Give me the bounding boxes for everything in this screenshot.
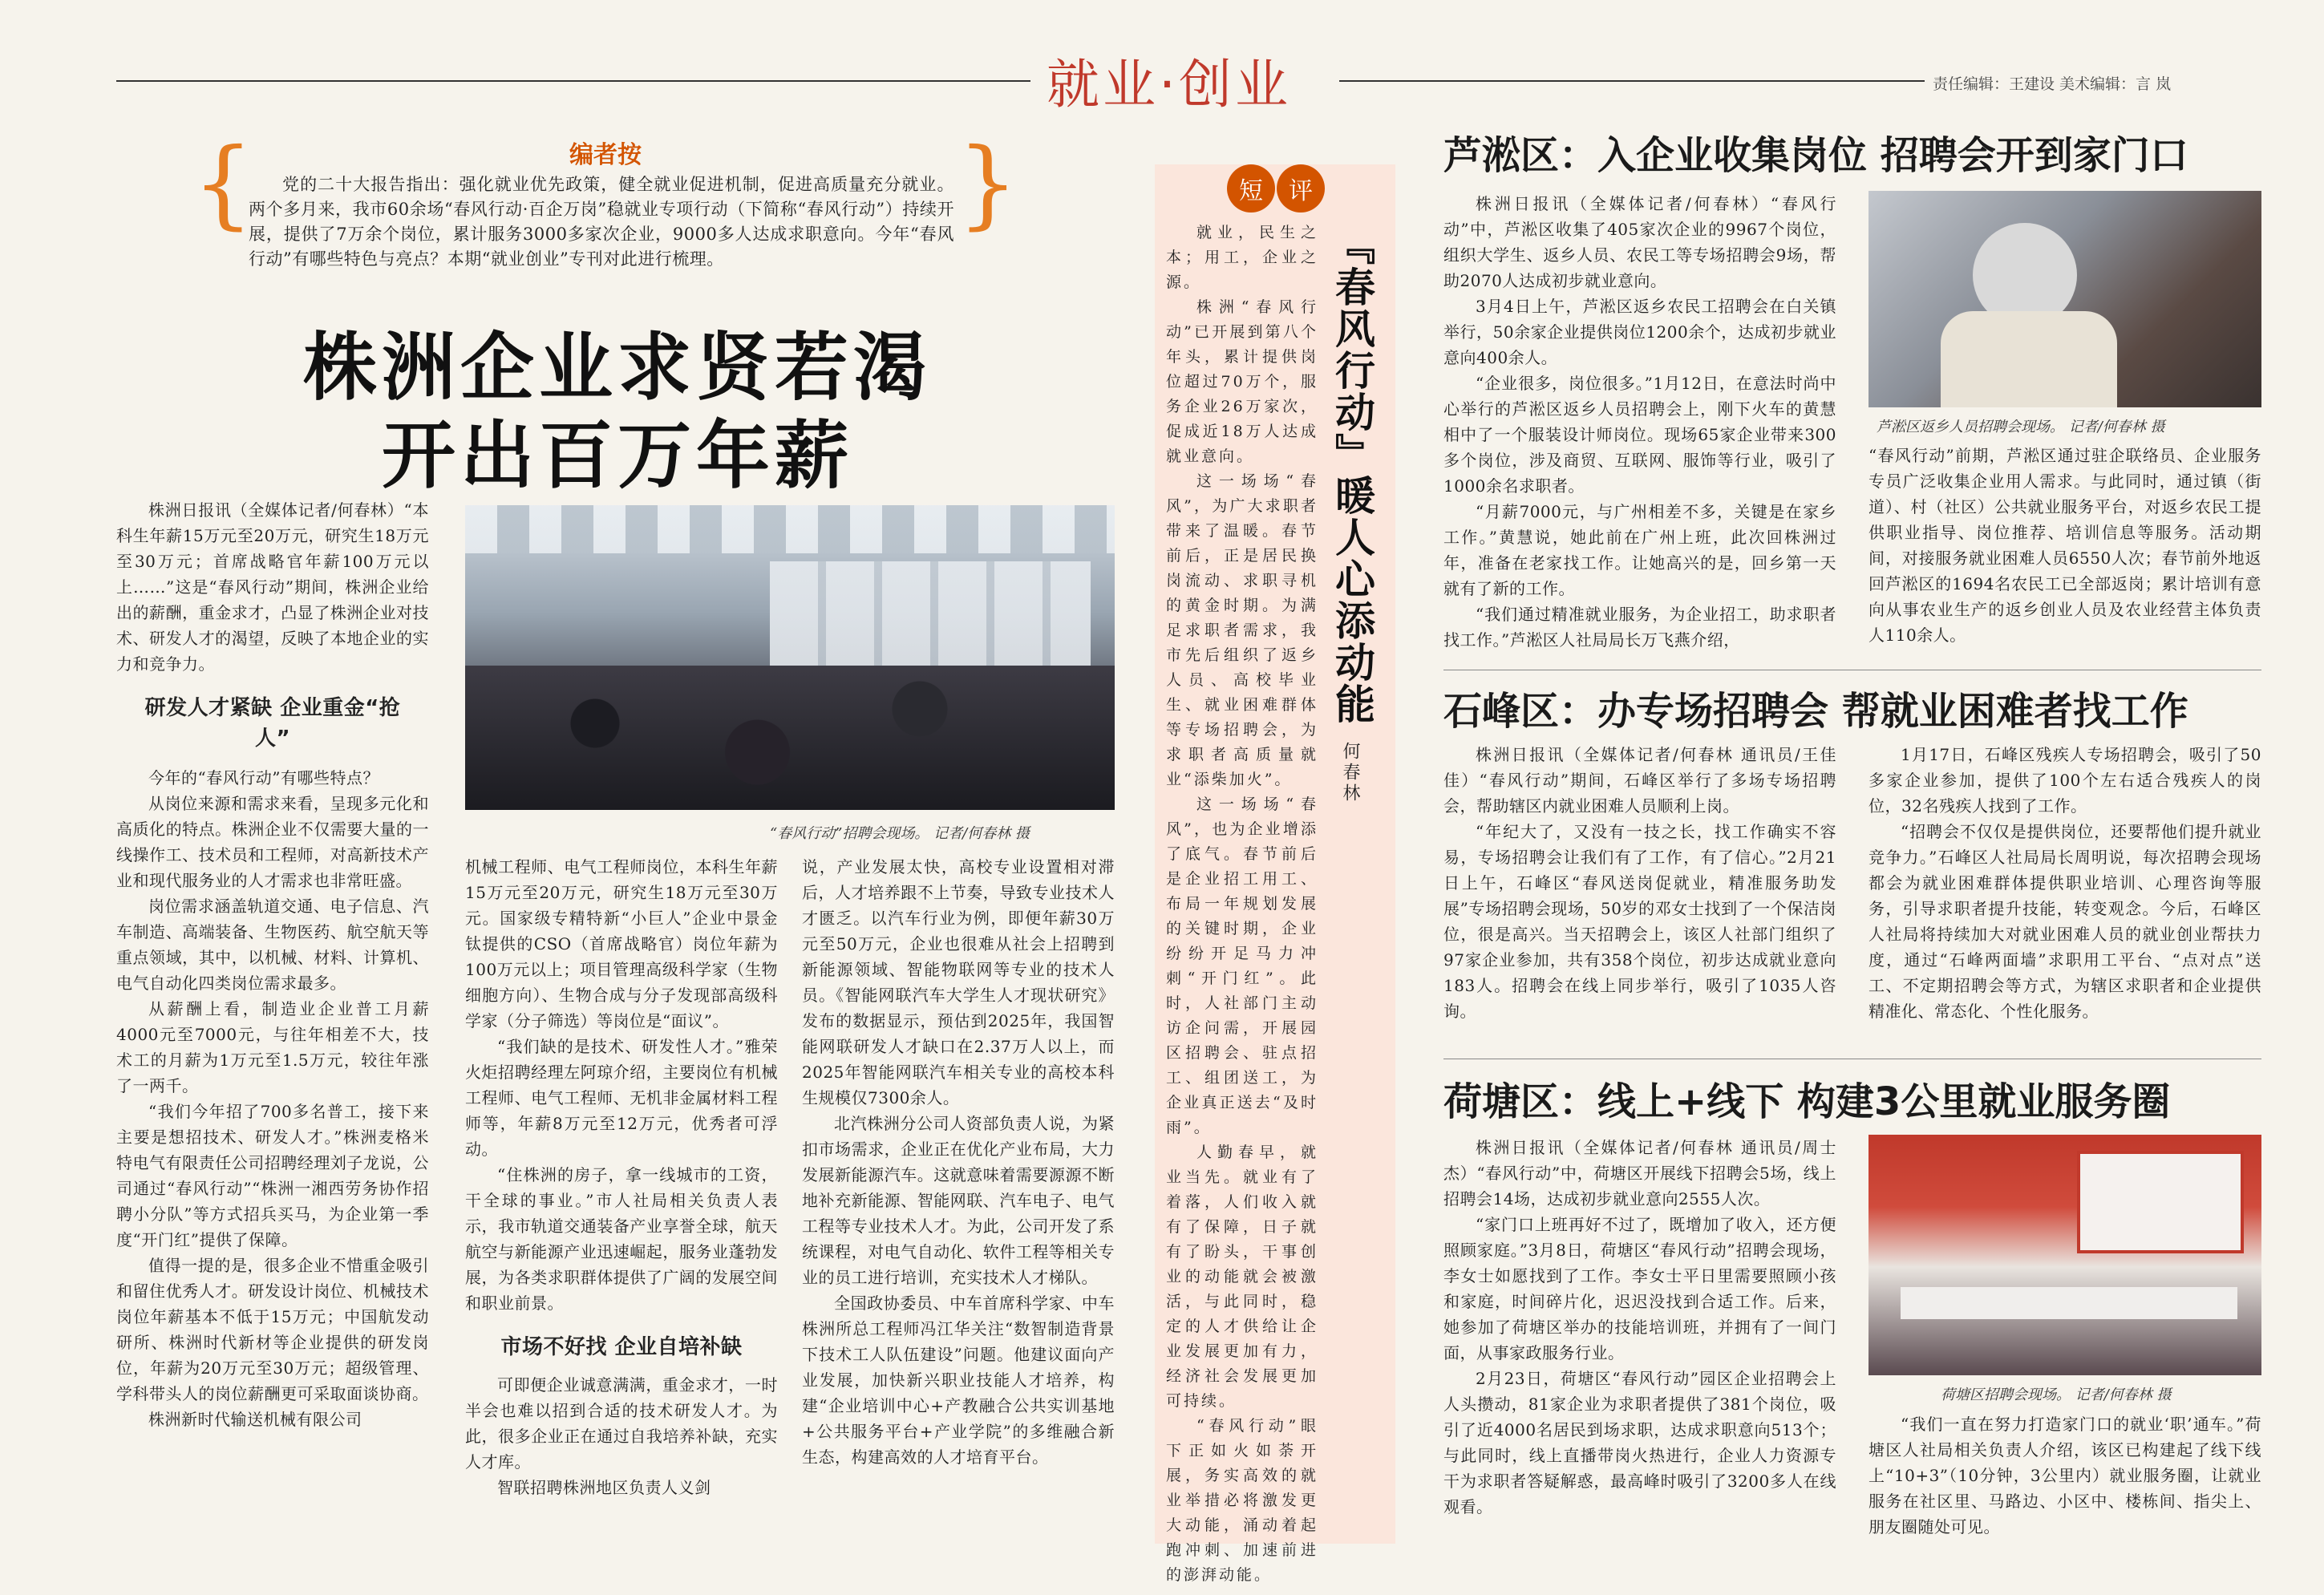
col1-p4: 从薪酬上看，制造业企业普工月薪4000元至7000元，与往年相差不大，技术工的月薪为1万元至1.5万元，较往年涨了一两千。 bbox=[116, 999, 429, 1095]
col3-p2: 北汽株洲分公司人资部负责人说，为紧扣市场需求，企业正在优化产业布局，大力发展新能源汽车。这就意味着需要源源不断地补充新能源、智能网联、汽车电子、电气工程等专业技术人才。为此，公司开发了系统课程，对电气自动化、软件工程等相关专业的员工进行培训，充实技术人才梯队。 bbox=[802, 1114, 1115, 1287]
comment-p5: 人勤春早，就业当先。就业有了着落，人们收入就有了保障，日子就有了盼头，干事创业的动能就会被激活，与此同时，稳定的人才供给让企业发展更加有力，经济社会发展更加可持续。 bbox=[1166, 1144, 1318, 1410]
comment-p3: 这一场场“春风”，为广大求职者带来了温暖。春节前后，正是居民换岗流动、求职寻机的黄金时期。为满足求职者需求，我市先后组织了返乡人员、高校毕业生、就业困难群体等专场招聘会，为求职者高质量就业“添柴加火”。 bbox=[1166, 472, 1318, 788]
hetang-p1: “家门口上班再好不过了，既增加了收入，还方便照顾家庭。”3月8日，荷塘区“春风行动”招聘会现场，李女士如愿找到了工作。李女士平日里需要照顾小孩和家庭，时间碎片化，迟迟没找到合适工作。后来，她参加了荷塘区举办的技能培训班，并拥有了一间门面，从事家政服务行业。 bbox=[1443, 1215, 1836, 1362]
lusong-p2: “企业很多，岗位很多。”1月12日，在意法时尚中心举行的芦淞区返乡人员招聘会上，刚下火车的黄慧相中了一个服装设计师岗位。现场65家企业带来300多个岗位，涉及商贸、互联网、服饰等行业，吸引了1000余名求职者。 bbox=[1443, 374, 1836, 496]
editors-credit: 责任编辑：王建设 美术编辑：言 岚 bbox=[1933, 75, 2172, 93]
hetang-col-right bbox=[1869, 1411, 2261, 1540]
main-photo-caption: “春风行动”招聘会现场。 记者/何春林 摄 bbox=[770, 825, 1030, 842]
photo-ceiling-lights bbox=[465, 505, 1115, 553]
right-brace-icon: } bbox=[957, 128, 1018, 240]
comment-p6: “春风行动”眼下正如火如荼开展，务实高效的就业举措必将激发更大动能，涌动着起跑冲刺、加速前进的澎湃动能。 bbox=[1166, 1417, 1318, 1584]
hetang-lead: 株洲日报讯（全媒体记者/何春林 通讯员/周士杰）“春风行动”中，荷塘区开展线下招聘会5场，线上招聘会14场，达成初步就业意向2555人次。 bbox=[1443, 1138, 1836, 1208]
col2-p4: 可即便企业诚意满满，重金求才，一时半会也难以招到合适的技术研发人才。为此，很多企业正在通过自我培养补缺，充实人才库。 bbox=[465, 1375, 778, 1472]
lusong-photo-caption: 芦淞区返乡人员招聘会现场。 记者/何春林 摄 bbox=[1877, 419, 2165, 435]
shifeng-lead: 株洲日报讯（全媒体记者/何春林 通讯员/王佳佳）“春风行动”期间，石峰区举行了多场专场招聘会，帮助辖区内就业困难人员顺利上岗。 bbox=[1443, 745, 1836, 816]
commentary-badge-1: 短 bbox=[1227, 164, 1275, 213]
lusong-lead: 株洲日报讯（全媒体记者/何春林）“春风行动”中，芦淞区收集了405家次企业的9967个岗位，组织大学生、返乡人员、农民工等专场招聘会9场，帮助2070人达成初步就业意向。 bbox=[1443, 194, 1836, 290]
left-brace-icon: { bbox=[192, 128, 254, 240]
editor-note bbox=[192, 128, 1018, 281]
col2-p3: “住株洲的房子，拿一线城市的工资，干全球的事业。”市人社局相关负责人表示，我市轨道交通装备产业享誉全球，航天航空与新能源产业迅速崛起，服务业蓬勃发展，为各类求职群体提供了广阔的发展空间和职业前景。 bbox=[465, 1165, 778, 1313]
main-col2 bbox=[465, 854, 778, 1500]
main-headline-line2: 开出百万年薪 bbox=[381, 413, 853, 499]
main-col3 bbox=[802, 854, 1115, 1470]
lusong-p4: “我们通过精准就业服务，为企业招工，助求职者找工作。”芦淞区人社局局长万飞燕介绍， bbox=[1443, 605, 1836, 650]
comment-p1: 就业，民生之本；用工，企业之源。 bbox=[1166, 224, 1318, 291]
col1-p5: “我们今年招了700多名普工，接下来主要是想招技术、研发人才。”株洲麦格米特电气有限责任公司招聘经理刘子龙说，公司通过“春风行动”“株洲一湘西劳务协作招聘小分队”等方式招兵买马，为企业第一季度“开门红”提供了保障。 bbox=[116, 1102, 429, 1249]
col3-p3: 全国政协委员、中车首席科学家、中车株洲所总工程师冯江华关注“数智制造背景下技术工人队伍建设”问题。他建议面向产业发展，加快新兴职业技能人才培养，构建“企业培训中心+产教融合公共实训基地+公共服务平台+产业学院”的多维融合新生态，构建高效的人才培育平台。 bbox=[802, 1293, 1115, 1467]
col1-p7: 株洲新时代输送机械有限公司 bbox=[148, 1410, 362, 1429]
shifeng-p3: “招聘会不仅仅是提供岗位，还要帮他们提升就业竞争力。”石峰区人社局局长周明说，每次招聘会现场都会为就业困难群体提供职业培训、心理咨询等服务，引导求职者提升技能，转变观念。今后，石峰区人社局将持续加大对就业困难人员的就业创业帮扶力度，通过“石峰两面墙”求职用工平台、“点对点”送工、不定期招聘会等方式，为辖区求职者和企业提供精准化、常态化、个性化服务。 bbox=[1869, 822, 2261, 1021]
hetang-photo-caption: 荷塘区招聘会现场。 记者/何春林 摄 bbox=[1941, 1387, 2172, 1403]
lusong-p1: 3月4日上午，芦淞区返乡农民工招聘会在白关镇举行，50余家企业提供岗位1200余个，达成初步就业意向400余人。 bbox=[1443, 297, 1836, 367]
main-lead: 株洲日报讯（全媒体记者/何春林）“本科生年薪15万元至20万元，研究生18万元至30万元；首席战略官年薪100万元以上……”这是“春风行动”期间，株洲企业给出的薪酬，重金求才，凸显了株洲企业对技术、研发人才的渴望，反映了本地企业的实力和竞争力。 bbox=[116, 500, 429, 674]
main-col1 bbox=[116, 497, 429, 1432]
photo-tent-banner bbox=[2077, 1151, 2244, 1253]
shifeng-headline: 石峰区：办专场招聘会 帮就业困难者找工作 bbox=[1443, 689, 2188, 734]
col1-p6: 值得一提的是，很多企业不惜重金吸引和留住优秀人才。研发设计岗位、机械技术岗位年薪基本不低于15万元；中国航发动研所、株洲时代新材等企业提供的研发岗位，年薪为20万元至30万元；超级管理、学科带头人的岗位薪酬更可采取面谈协商。 bbox=[116, 1256, 429, 1403]
col2-p1: 机械工程师、电气工程师岗位，本科生年薪15万元至20万元，研究生18万元至30万元。国家级专精特新“小巨人”企业中景金钛提供的CSO（首席战略官）岗位年薪为100万元以上；项目管理高级科学家（生物细胞方向）、生物合成与分子发现部高级科学家（分子筛选）等岗位是“面议”。 bbox=[465, 857, 778, 1030]
col2-p2: “我们缺的是技术、研发性人才。”雅荣火炬招聘经理左阿琼介绍，主要岗位有机械工程师、电气工程师、无机非金属材料工程师等，年薪8万元至12万元，优秀者可浮动。 bbox=[465, 1037, 778, 1159]
commentary-badge-2: 评 bbox=[1277, 164, 1325, 213]
main-headline-line1: 株洲企业求贤若渴 bbox=[302, 325, 932, 411]
photo-person-jacket bbox=[1941, 311, 2117, 407]
shifeng-p1: “年纪大了，又没有一技之长，找工作确实不容易，专场招聘会让我们有了工作，有了信心。”2月21日上午，石峰区“春风送岗促就业，精准服务助发展”专场招聘会现场，50岁的邓女士找到了一个保洁岗位，很是高兴。当天招聘会上，该区人社部门组织了97家企业参加，共有358个岗位，初步达成就业意向183人。招聘会在线上同步举行，吸引了1035人咨询。 bbox=[1443, 822, 1836, 1021]
shifeng-col-right bbox=[1869, 742, 2261, 1024]
shifeng-p2: 1月17日，石峰区残疾人专场招聘会，吸引了50多家企业参加，提供了100个左右适合残疾人的岗位，32名残疾人找到了工作。 bbox=[1869, 745, 2261, 816]
editor-note-text: 党的二十大报告指出：强化就业优先政策，健全就业促进机制，促进高质量充分就业。两个多月来，我市60余场“春风行动·百企万岗”稳就业专项行动（下简称“春风行动”）持续开展，提供了7万余个岗位，累计服务3000多家次企业，9000多人达成求职意向。今年“春风行动”有哪些特色与亮点？本期“就业创业”专刊对此进行梳理。 bbox=[249, 175, 954, 269]
shifeng-col-left bbox=[1443, 742, 1836, 1024]
editor-note-title: 编者按 bbox=[569, 141, 642, 169]
col1-p3: 岗位需求涵盖轨道交通、电子信息、汽车制造、高端装备、生物医药、航空航天等重点领域，其中，以机械、材料、计算机、电气自动化四类岗位需求最多。 bbox=[116, 897, 429, 993]
hetang-p3: “我们一直在努力打造家门口的就业‘职’通车。”荷塘区人社局相关负责人介绍，该区已构建起了线下线上“10+3”（10分钟，3公里内）就业服务圈，让就业服务在社区里、马路边、小区中、楼栋间、指尖上、朋友圈随处可见。 bbox=[1869, 1415, 2261, 1536]
comment-p2: 株洲“春风行动”已开展到第八个年头，累计提供岗位超过70万个，服务企业26万家次，促成近18万人达成就业意向。 bbox=[1166, 298, 1318, 465]
hetang-headline: 荷塘区：线上+线下 构建3公里就业服务圈 bbox=[1443, 1079, 2171, 1124]
hetang-col-left bbox=[1443, 1135, 1836, 1520]
lusong-col-left bbox=[1443, 191, 1836, 653]
col2-p5: 智联招聘株洲地区负责人义剑 bbox=[497, 1478, 711, 1497]
hetang-p2: 2月23日，荷塘区“春风行动”园区企业招聘会上人头攒动，81家企业为求职者提供了381个岗位，吸引了近4000名居民到场求职，达成求职意向513个；与此同时，线上直播带岗火热进行，企业人力资源专干为求职者答疑解惑，最高峰时吸引了3200多人在线观看。 bbox=[1443, 1369, 1836, 1516]
lusong-col-right bbox=[1869, 443, 2261, 648]
lusong-p3: “月薪7000元，与广州相差不多，关键是在家乡工作。”黄慧说，她此前在广州上班，此次回株洲过年，准备在老家找工作。让她高兴的是，回乡第一天就有了新的工作。 bbox=[1443, 502, 1836, 598]
section-title: 就业·创业 bbox=[1047, 54, 1291, 115]
job-fair-photo bbox=[465, 505, 1115, 810]
col1-p1: 今年的“春风行动”有哪些特点？ bbox=[148, 768, 379, 787]
commentary-body bbox=[1166, 221, 1318, 1584]
header-rule-right bbox=[1339, 80, 1925, 82]
subhead-rd-talent: 研发人才紧缺 企业重金“抢人” bbox=[144, 696, 401, 751]
lusong-headline: 芦淞区：入企业收集岗位 招聘会开到家门口 bbox=[1443, 133, 2188, 178]
header-rule-left bbox=[116, 80, 1030, 82]
lusong-photo bbox=[1869, 191, 2261, 407]
lusong-p5: “春风行动”前期，芦淞区通过驻企联络员、企业服务专员广泛收集企业用人需求。与此同时，通过镇（街道）、村（社区）公共就业服务平台，对返乡农民工提供职业指导、岗位推荐、培训信息等服务。活动期间，对接服务就业困难人员6550人次；春节前外地返回芦淞区的1694名农民工已全部返岗；累计培训有意向从事农业生产的返乡创业人员及农业经营主体负责人110余人。 bbox=[1869, 446, 2261, 645]
subhead-self-training: 市场不好找 企业自培补缺 bbox=[500, 1335, 743, 1359]
photo-crowd bbox=[465, 666, 1115, 810]
commentary-title: 『春风行动』暖人心添动能 bbox=[1329, 225, 1375, 725]
hetang-photo bbox=[1869, 1135, 2261, 1375]
photo-table bbox=[1901, 1287, 2237, 1319]
col3-p1: 说，产业发展太快，高校专业设置相对滞后，人才培养跟不上节奏，导致专业技术人才匮乏。以汽车行业为例，即便年薪30万元至50万元，企业也很难从社会上招聘到新能源领域、智能物联网等专业的技术人员。《智能网联汽车大学生人才现状研究》发布的数据显示，预估到2025年，我国智能网联研发人才缺口在2.37万人以上，而2025年智能网联汽车相关专业的高校本科生规模仅7300余人。 bbox=[802, 857, 1115, 1107]
col1-p2: 从岗位来源和需求来看，呈现多元化和高质化的特点。株洲企业不仅需要大量的一线操作工、技术员和工程师，对高新技术产业和现代服务业的人才需求也非常旺盛。 bbox=[116, 794, 429, 890]
commentary-author: 何春林 bbox=[1340, 742, 1360, 804]
comment-p4: 这一场场“春风”，也为企业增添了底气。春节前后是企业招工用工、布局一年规划发展的关键时期，企业纷纷开足马力冲刺“开门红”。此时，人社部门主动访企问需，开展园区招聘会、驻点招工、组团送工，为企业真正送去“及时雨”。 bbox=[1166, 795, 1318, 1136]
commentary-box bbox=[1155, 164, 1395, 1584]
